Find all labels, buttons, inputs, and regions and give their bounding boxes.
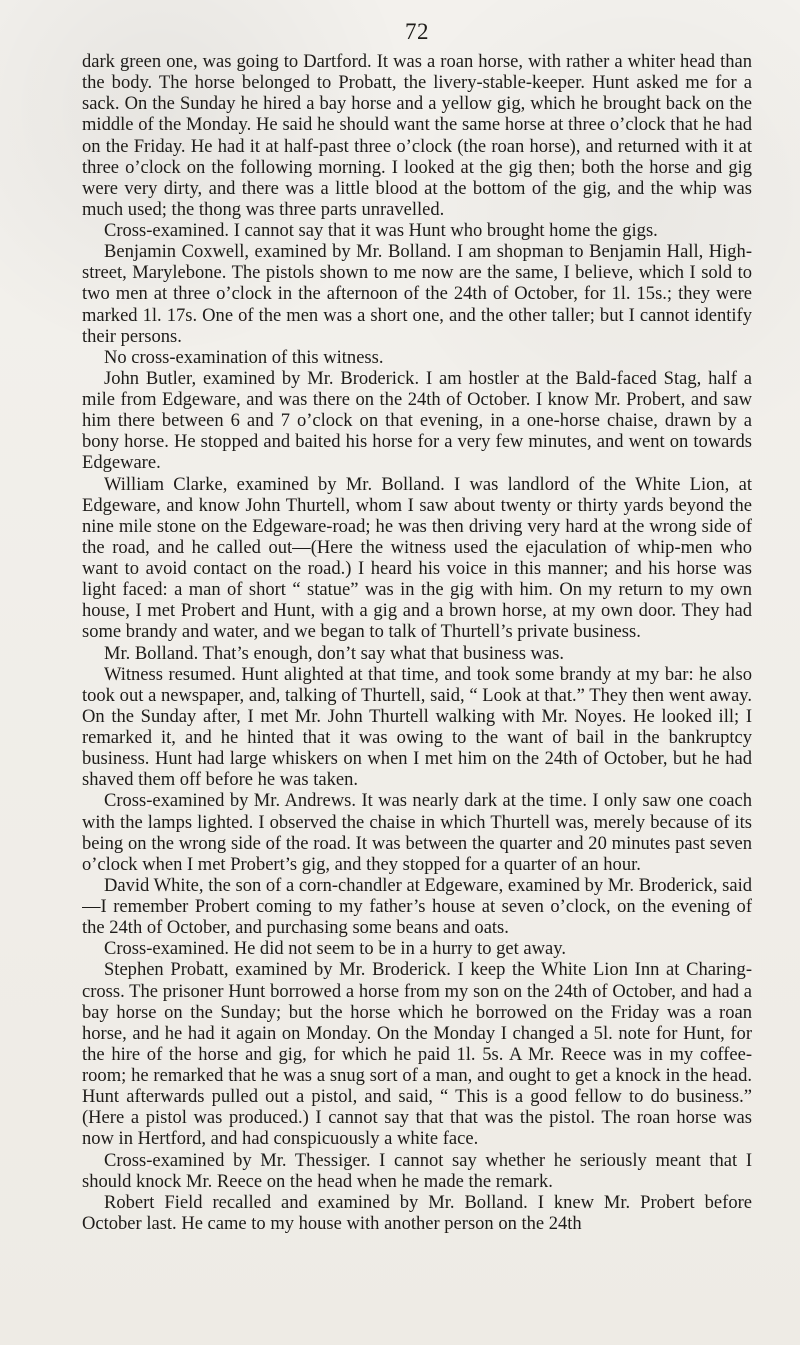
paragraph-10: David White, the son of a corn-chandler at Edgeware, examined by Mr. Broderick, said—I remember Probert coming to my father’s house at seven o’clock, on the evening of the 24th of October, and purchasing some beans and oats. (82, 874, 752, 939)
paragraph-7: Mr. Bolland. That’s enough, don’t say what that business was. (104, 642, 564, 664)
body-text (82, 51, 752, 1326)
paragraph-9: Cross-examined by Mr. Andrews. It was nearly dark at the time. I only saw one coach with the lamps lighted. I observed the chaise in which Thurtell was, merely because of its being on the wrong side of the road. It was between the quarter and 20 minutes past seven o’clock when I met Probert’s gig, and they stopped for a quarter of an hour. (82, 790, 752, 875)
paragraph-4: No cross-examination of this witness. (104, 346, 384, 368)
paragraph-3: Benjamin Coxwell, examined by Mr. Bolland. I am shopman to Benjamin Hall, High-street, Marylebone. The pistols shown to me now are the same, I believe, which I sold to two men at three o’clock in the afternoon of the 24th of October, for 1l. 15s.; they were marked 1l. 17s. One of the men was a short one, and the other taller; but I cannot identify their persons. (82, 241, 752, 347)
paragraph-6: William Clarke, examined by Mr. Bolland. I was landlord of the White Lion, at Edgeware, and know John Thurtell, whom I saw about twenty or thirty yards beyond the nine mile stone on the Edgeware-road; he was then driving very hard at the wrong side of the road, and he called out—(Here the witness used the ejaculation of whip-men who want to avoid contact on the road.) I heard his voice in this manner; and his horse was light faced: a man of short “ statue” was in the gig with him. On my return to my own house, I met Probert and Hunt, with a gig and a brown horse, at my own door. They had some brandy and water, and we began to talk of Thurtell’s private business. (82, 473, 752, 643)
paragraph-5: John Butler, examined by Mr. Broderick. I am hostler at the Bald-faced Stag, half a mile from Edgeware, and was there on the 24th of October. I know Mr. Probert, and saw him there between 6 and 7 o’clock on that evening, in a one-horse chaise, drawn by a bony horse. He stopped and baited his horse for a very few minutes, and went on towards Edgeware. (82, 367, 752, 474)
paragraph-14: Robert Field recalled and examined by Mr. Bolland. I knew Mr. Probert before October last. He came to my house with another person on the 24th (82, 1191, 752, 1234)
page-number: 72 (405, 19, 429, 44)
paragraph-12: Stephen Probatt, examined by Mr. Broderick. I keep the White Lion Inn at Charing-cross. The prisoner Hunt borrowed a horse from my son on the 24th of October, and had a bay horse on the Sunday; but the horse which he borrowed on the Friday was a roan horse, and he had it again on Monday. On the Monday I changed a 5l. note for Hunt, for the hire of the horse and gig, for which he paid 1l. 5s. A Mr. Reece was in my coffee-room; he remarked that he was a snug sort of a man, and ought to get a knock in the head. Hunt afterwards pulled out a pistol, and said, “ This is a good fellow to do business.” (Here a pistol was produced.) I cannot say that that was the pistol. The roan horse was now in Hertford, and had conspicuously a white face. (82, 959, 752, 1150)
paragraph-11: Cross-examined. He did not seem to be in a hurry to get away. (104, 938, 566, 960)
paragraph-8: Witness resumed. Hunt alighted at that time, and took some brandy at my bar: he also took out a newspaper, and, talking of Thurtell, said, “ Look at that.” They then went away. On the Sunday after, I met Mr. John Thurtell walking with Mr. Noyes. He looked ill; I remarked it, and he hinted that it was owing to the want of bail in the bankruptcy business. Hunt had large whiskers on when I met him on the 24th of October, but he had shaved them off before he was taken. (82, 663, 752, 791)
paragraph-2: Cross-examined. I cannot say that it was Hunt who brought home the gigs. (104, 220, 658, 241)
paragraph-13: Cross-examined by Mr. Thessiger. I cannot say whether he seriously meant that I should knock Mr. Reece on the head when he made the remark. (82, 1149, 752, 1192)
paragraph-1: dark green one, was going to Dartford. It was a roan horse, with rather a whiter head than the body. The horse belonged to Probatt, the livery-stable-keeper. Hunt asked me for a sack. On the Sunday he hired a bay horse and a yellow gig, which he brought back on the middle of the Monday. He said he should want the same horse at three o’clock that he had on the Friday. He had it at half-past three o’clock (the roan horse), and returned with it at three o’clock on the following morning. I looked at the gig then; both the horse and gig were very dirty, and there was a little blood at the bottom of the gig, and the whip was much used; the thong was three parts unravelled. (82, 51, 752, 220)
